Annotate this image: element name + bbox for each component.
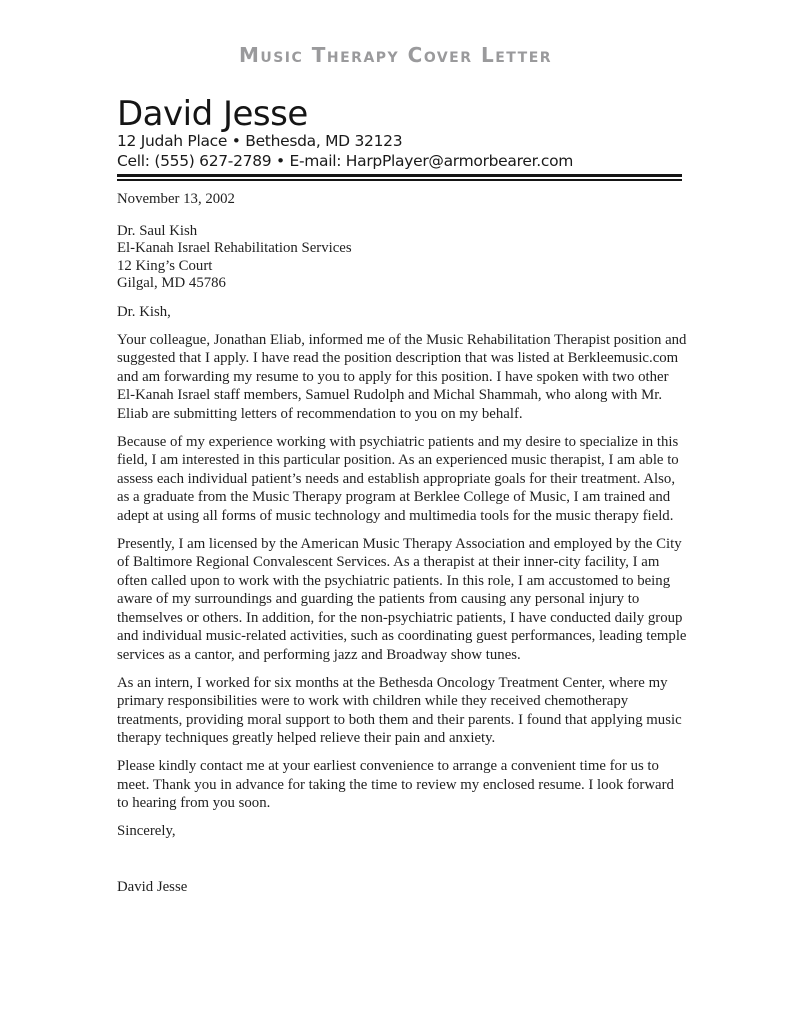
letter-body	[117, 190, 687, 896]
letter-date: November 13, 2002	[117, 191, 235, 207]
body-paragraph: Presently, I am licensed by the American Music Therapy Association and employed by the City of Baltimore Regional Convalescent Services. As a therapist at their inner-city facility, I am often called upon to work with the psychiatric patients. In this role, I am accustomed to being aware of my surroundings and guarding the patients from causing any personal injury to themselves or others. In addition, for the non-psychiatric patients, I have conducted daily group and individual music-related activities, such as coordinating guest performances, leading temple services as a cantor, and performing jazz and Broadway show tunes.	[117, 535, 687, 663]
recipient-organization: El-Kanah Israel Rehabilitation Services	[117, 240, 352, 256]
body-paragraph: Please kindly contact me at your earliest convenience to arrange a convenient time for us to meet. Thank you in advance for taking the time to review my enclosed resume. I look forward to hearing from you soon.	[117, 758, 674, 811]
page-title: Music Therapy Cover Letter	[238, 43, 553, 67]
sender-contact-line: Cell: (555) 627-2789 • E-mail: HarpPlayer@armorbearer.com	[117, 151, 574, 170]
body-paragraph: Because of my experience working with psychiatric patients and my desire to specialize in this field, I am interested in this particular position. As an experienced music therapist, I am able to assess each individual patient’s needs and establish appropriate goals for their treatment. Also, as a graduate from the Music Therapy program at Berklee College of Music, I am trained and adept at using all forms of music technology and multimedia tools for the music therapy field.	[117, 433, 679, 524]
signature-name: David Jesse	[117, 878, 188, 895]
sender-name: David Jesse	[117, 94, 308, 134]
body-paragraph: Your colleague, Jonathan Eliab, informed me of the Music Rehabilitation Therapist position and suggested that I apply. I have read the position description that was listed at Berkleemusic.com and am forwarding my resume to you to apply for this position. I have spoken with two other El-Kanah Israel staff members, Samuel Rudolph and Michal Shammah, who along with Mr. Eliab are submitting letters of recommendation to you on my behalf.	[117, 331, 687, 422]
recipient-name: Dr. Saul Kish	[117, 222, 198, 239]
letterhead-divider	[117, 174, 682, 181]
recipient-street: 12 King’s Court	[117, 257, 213, 274]
closing: Sincerely,	[117, 823, 176, 839]
recipient-address-block	[117, 223, 687, 293]
recipient-city-state-zip: Gilgal, MD 45786	[117, 275, 226, 291]
letterhead	[117, 96, 682, 171]
sender-address-line: 12 Judah Place • Bethesda, MD 32123	[117, 132, 403, 150]
salutation: Dr. Kish,	[117, 303, 171, 320]
body-paragraph: As an intern, I worked for six months at the Bethesda Oncology Treatment Center, where my primary responsibilities were to work with children while they received chemotherapy treatments, providing moral support to both them and their parents. I found that applying music therapy techniques greatly helped relieve their pain and anxiety.	[117, 674, 682, 746]
